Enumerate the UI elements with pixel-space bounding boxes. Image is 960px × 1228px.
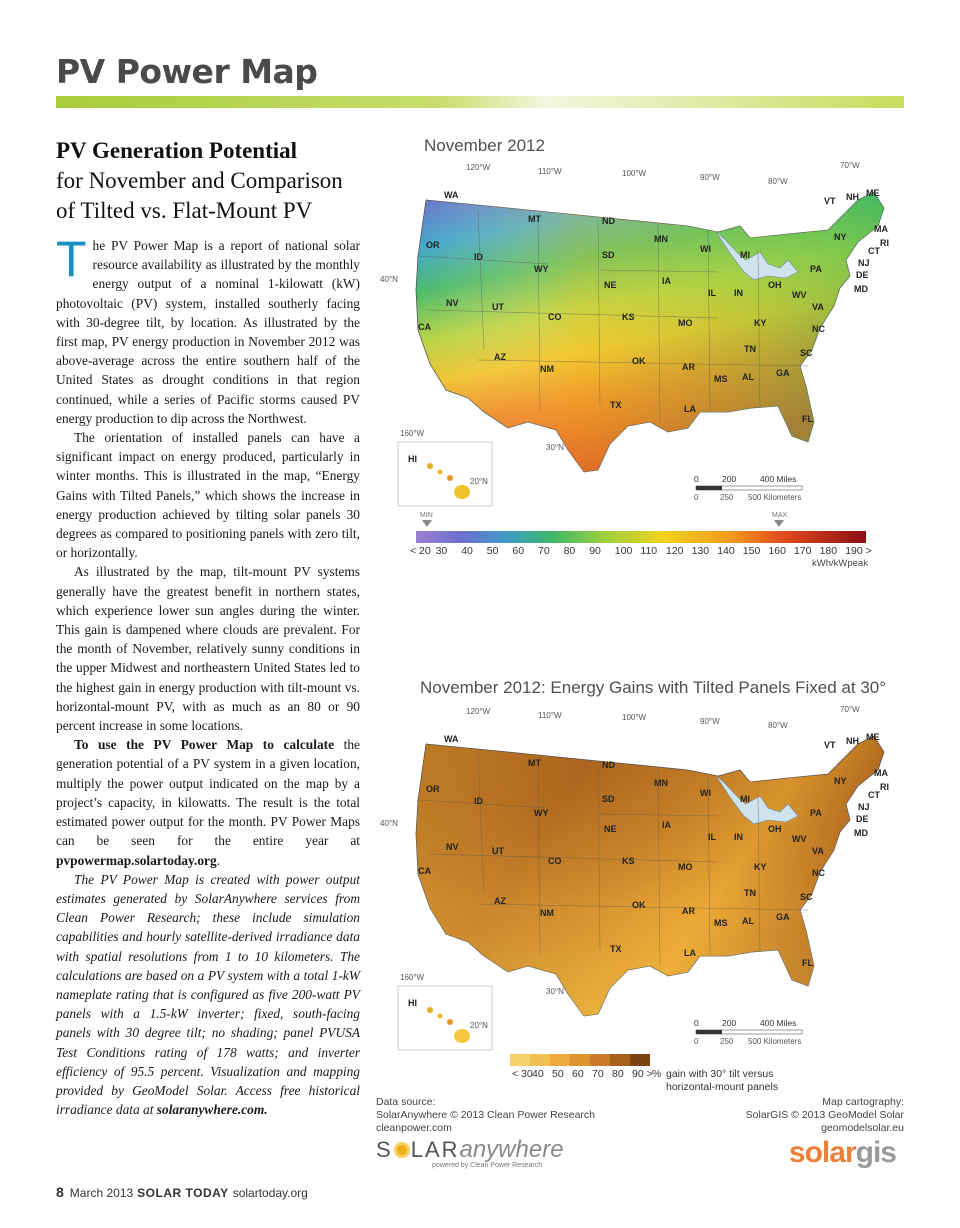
map1-state-fl: FL	[802, 414, 813, 424]
map2-state-wi: WI	[700, 788, 711, 798]
map1-legend-value: 70	[538, 545, 550, 557]
map1-scale-km-250: 250	[720, 493, 734, 502]
map2-state-ma: MA	[874, 768, 888, 778]
map2-state-ct: CT	[868, 790, 880, 800]
headline	[56, 136, 360, 226]
article	[56, 136, 360, 1119]
map2-state-fl: FL	[802, 958, 813, 968]
page-footer	[56, 1184, 308, 1200]
map2-state-ri: RI	[880, 782, 889, 792]
map1-state-al: AL	[742, 372, 754, 382]
map1-state-ms: MS	[714, 374, 728, 384]
map1-hawaii	[398, 442, 492, 506]
map1-title: November 2012	[424, 136, 545, 155]
map2-legend-value: 50	[552, 1068, 564, 1080]
source-left-2: SolarAnywhere © 2013 Clean Power Research	[376, 1109, 596, 1121]
page-number: 8	[56, 1184, 64, 1200]
map1-state-co: CO	[548, 312, 562, 322]
article-body	[56, 231, 360, 1119]
map2-state-wv: WV	[792, 834, 807, 844]
source-right-2: SolarGIS © 2013 GeoModel Solar	[745, 1109, 904, 1121]
map1-state-ri: RI	[880, 238, 889, 248]
map2-state-az: AZ	[494, 896, 506, 906]
map1-state-ga: GA	[776, 368, 790, 378]
magazine-name: SOLAR TODAY	[137, 1186, 229, 1200]
map2-state-ut: UT	[492, 846, 504, 856]
map1-state-vt: VT	[824, 196, 836, 206]
source-right-3[interactable]: geomodelsolar.eu	[821, 1122, 904, 1134]
map1-state-mi: MI	[740, 250, 750, 260]
map1-legend-value: 130	[691, 545, 710, 557]
map2-lat20: 20°N	[470, 1021, 488, 1030]
map2-scale-km-250: 250	[720, 1037, 734, 1046]
map2-state-la: LA	[684, 948, 696, 958]
map1-state-tx: TX	[610, 400, 622, 410]
solaranywhere-link[interactable]: solaranywhere.com.	[156, 1102, 268, 1118]
map1-scale-mi-0: 0	[694, 474, 699, 484]
paragraph-4-end: .	[216, 852, 221, 868]
map2-state-me: ME	[866, 732, 880, 742]
map2-svg	[380, 704, 908, 1084]
map2-state-nm: NM	[540, 908, 554, 918]
map1-legend-value: 110	[640, 545, 658, 557]
map1-state-ma: MA	[874, 224, 888, 234]
map2-state-wa: WA	[444, 734, 459, 744]
paragraph-2: The orientation of installed panels can have a significant impact on energy produced, particularly in winter months. This is illustrated in the map, “Energy Gains with Tilted Panels,” which shows the increase in energy production achieved by tilting solar panels 30 degrees as compared to positioning panels with zero tilt, or horizontally.	[56, 430, 360, 561]
map2-lat40: 40°N	[380, 819, 398, 828]
map2-state-mo: MO	[678, 862, 693, 872]
solargis-logo	[789, 1136, 896, 1170]
map1-state-sd: SD	[602, 250, 615, 260]
map1-state-hi: HI	[408, 454, 417, 464]
source-left-3[interactable]: cleanpower.com	[376, 1122, 452, 1134]
map2-state-ia: IA	[662, 820, 671, 830]
map2-lon80: 80°W	[768, 721, 788, 730]
map2-state-vt: VT	[824, 740, 836, 750]
paragraph-1	[56, 231, 360, 428]
map2-state-ca: CA	[418, 866, 431, 876]
map2-state-tx: TX	[610, 944, 622, 954]
map2-state-oh: OH	[768, 824, 782, 834]
map1-state-tn: TN	[744, 344, 756, 354]
logo-sa-s: S	[376, 1137, 393, 1162]
map2-state-ga: GA	[776, 912, 790, 922]
paragraph-3: As illustrated by the map, tilt-mount PV systems generally have the greatest benefit in northern states, which experience lower sun angles during the winter. This gain is dampened where clouds are prevalent. For the month of November, relatively sunny conditions in the upper Midwest and northeastern United States led to the highest gain in energy production with tilt-mount vs. horizontal-mount PV, with as much as an 80 or 90 percent increase in some locations.	[56, 564, 360, 734]
logo-gis-gis: gis	[855, 1136, 896, 1169]
map2-state-va: VA	[812, 846, 824, 856]
map1-state-wy: WY	[534, 264, 549, 274]
map2-legend-value: 40	[532, 1068, 544, 1080]
map1-legend-value: 150	[742, 545, 761, 557]
map1-state-ny: NY	[834, 232, 847, 242]
map1-state-me: ME	[866, 188, 880, 198]
map2-scale-mi-0: 0	[694, 1018, 699, 1028]
map1-legend-value: 140	[717, 545, 735, 557]
map1-state-nv: NV	[446, 298, 459, 308]
map1-lon90: 90°W	[700, 173, 720, 182]
map2-legend-caption-2: horizontal-mount panels	[666, 1081, 779, 1093]
map1-lon100: 100°W	[622, 169, 647, 178]
map1-state-nh: NH	[846, 192, 859, 202]
map2-state-sd: SD	[602, 794, 615, 804]
map1-lat20: 20°N	[470, 477, 488, 486]
map1-state-ut: UT	[492, 302, 504, 312]
map1-legend-unit: kWh/kWpeak	[812, 558, 868, 569]
map1-lon70: 70°W	[840, 161, 860, 170]
map1-scale-km-500: 500 Kilometers	[748, 493, 802, 502]
map1-state-va: VA	[812, 302, 824, 312]
page-title: PV Power Map	[56, 52, 318, 91]
map1-scale-bar	[694, 474, 802, 502]
sun-icon	[394, 1142, 410, 1158]
map2-lat30: 30°N	[546, 987, 564, 996]
map2-state-ky: KY	[754, 862, 767, 872]
map1-state-wa: WA	[444, 190, 459, 200]
logo-sa-lar: LAR	[410, 1137, 460, 1162]
map1-state-wi: WI	[700, 244, 711, 254]
paragraph-5-text: The PV Power Map is created with power output estimates generated by SolarAnywhere services from Clean Power Research; these include simulation capabilities and hourly satellite-derived irradiance data with spatial resolutions from 1 to 10 kilometers. The calculations are based on a PV system with a total 1-kW nameplate rating that is configured as five 200-watt PV panels with a 1.5-kW inverter; fixed, south-facing panels with 30 degree tilt; no shading; panel PVUSA Test Conditions rating of 178 watts; and inverter efficiency of 95.5 percent. Visualization and mapping provided by GeoModel Solar. Access free historical irradiance data at	[56, 871, 360, 1118]
map1-legend-value: 160	[768, 545, 786, 557]
map1-legend-value: 100	[614, 545, 633, 557]
map1-state-ky: KY	[754, 318, 767, 328]
header-rule	[56, 96, 904, 108]
map1-state-ia: IA	[662, 276, 671, 286]
paragraph-4-lead: To use the PV Power Map to calculate	[74, 737, 335, 753]
map1-state-or: OR	[426, 240, 440, 250]
map2-state-nv: NV	[446, 842, 459, 852]
map2-lon100: 100°W	[622, 713, 647, 722]
map1-state-id: ID	[474, 252, 483, 262]
map2-scale-km-500: 500 Kilometers	[748, 1037, 802, 1046]
map1-state-pa: PA	[810, 264, 822, 274]
pvpowermap-link[interactable]: pvpowermap.solartoday.org	[56, 852, 217, 868]
map1-state-sc: SC	[800, 348, 813, 358]
map2-lon110: 110°W	[538, 711, 562, 720]
map2-state-mn: MN	[654, 778, 668, 788]
map1-lat40: 40°N	[380, 275, 398, 284]
site-link[interactable]: solartoday.org	[232, 1186, 308, 1200]
map1-state-nm: NM	[540, 364, 554, 374]
map1-legend-bar	[416, 531, 866, 543]
map2-legend-value: 90 >	[632, 1068, 653, 1080]
map1-legend-value: 180	[819, 545, 838, 557]
map1-max-marker	[774, 520, 784, 527]
map1-scale-km-0: 0	[694, 493, 699, 502]
map1-state-mt: MT	[528, 214, 541, 224]
map1-state-az: AZ	[494, 352, 506, 362]
map2-lon120: 120°W	[466, 707, 491, 716]
map2-state-nh: NH	[846, 736, 859, 746]
map2-state-nc: NC	[812, 868, 825, 878]
map2-state-ok: OK	[632, 900, 646, 910]
map2-state-sc: SC	[800, 892, 813, 902]
map2-state-pa: PA	[810, 808, 822, 818]
map2-state-id: ID	[474, 796, 483, 806]
map1-state-ct: CT	[868, 246, 880, 256]
map2-legend-value: 70	[592, 1068, 604, 1080]
issue-date: March 2013	[69, 1186, 134, 1200]
map2-state-in: IN	[734, 832, 743, 842]
map1-state-mn: MN	[654, 234, 668, 244]
paragraph-4	[56, 735, 360, 869]
map2-state-al: AL	[742, 916, 754, 926]
map2-legend-value: 80	[612, 1068, 624, 1080]
map2-block	[380, 678, 908, 1096]
map2-state-ny: NY	[834, 776, 847, 786]
map2-state-or: OR	[426, 784, 440, 794]
map1-legend-value: 40	[461, 545, 473, 557]
source-left	[376, 1096, 595, 1135]
map1-state-nd: ND	[602, 216, 615, 226]
map2-state-ks: KS	[622, 856, 635, 866]
map2-title: November 2012: Energy Gains with Tilted Panels Fixed at 30°	[420, 678, 887, 697]
map1-legend-value: 90	[589, 545, 601, 557]
map2-legend-value: 60	[572, 1068, 584, 1080]
map2-scale-bar	[694, 1018, 802, 1046]
map1-lon80: 80°W	[768, 177, 788, 186]
solaranywhere-sub: powered by Clean Power Research	[432, 1162, 543, 1169]
map1-legend-value: < 20	[410, 545, 431, 557]
logo-gis-solar: solar	[788, 1136, 856, 1169]
map2-legend-caption-1: gain with 30° tilt versus	[666, 1068, 774, 1080]
map1-state-nj: NJ	[858, 258, 870, 268]
map2-state-tn: TN	[744, 888, 756, 898]
map1-state-il: IL	[708, 288, 716, 298]
map1-state-de: DE	[856, 270, 869, 280]
map2-legend-bar	[510, 1054, 650, 1066]
map2-state-mi: MI	[740, 794, 750, 804]
map2-lon90: 90°W	[700, 717, 720, 726]
map2-scale-mi-200: 200	[722, 1018, 737, 1028]
headline-lead: PV Generation Potential	[56, 138, 298, 163]
map1-lon160: 160°W	[400, 429, 425, 438]
solaranywhere-logo	[376, 1136, 564, 1164]
map1-state-ok: OK	[632, 356, 646, 366]
map1-min-marker	[422, 520, 432, 527]
source-right-1: Map cartography:	[822, 1096, 904, 1108]
map1-state-mo: MO	[678, 318, 693, 328]
paragraph-5	[56, 870, 360, 1120]
map2-legend-pct: %	[652, 1068, 662, 1080]
map2-state-nd: ND	[602, 760, 615, 770]
map1-state-ca: CA	[418, 322, 431, 332]
map1-scale-mi-400: 400 Miles	[760, 474, 797, 484]
map2-lon70: 70°W	[840, 705, 860, 714]
map1-lon120: 120°W	[466, 163, 491, 172]
map2-state-mt: MT	[528, 758, 541, 768]
map1-state-md: MD	[854, 284, 868, 294]
map2-hawaii	[398, 986, 492, 1050]
map2-state-md: MD	[854, 828, 868, 838]
map1-state-in: IN	[734, 288, 743, 298]
map2-scale-km-0: 0	[694, 1037, 699, 1046]
map2-state-il: IL	[708, 832, 716, 842]
headline-rest: for November and Comparison of Tilted vs. Flat-Mount PV	[56, 168, 343, 223]
map2-scale-mi-400: 400 Miles	[760, 1018, 797, 1028]
map1-state-wv: WV	[792, 290, 807, 300]
map2-state-ne: NE	[604, 824, 617, 834]
map1-state-nc: NC	[812, 324, 825, 334]
map1-lat30: 30°N	[546, 443, 564, 452]
source-left-1: Data source:	[376, 1096, 436, 1108]
logo-sa-anywhere: anywhere	[459, 1136, 564, 1163]
map1-legend-value: 50	[486, 545, 499, 557]
map1-state-la: LA	[684, 404, 696, 414]
map2-state-wy: WY	[534, 808, 549, 818]
map2-state-nj: NJ	[858, 802, 870, 812]
map1-max-label: MAX	[772, 512, 788, 519]
map2-lon160: 160°W	[400, 973, 425, 982]
map2-legend-value: < 30	[512, 1068, 533, 1080]
map1-state-ne: NE	[604, 280, 617, 290]
drop-cap: T	[56, 231, 87, 287]
map1-state-ar: AR	[682, 362, 695, 372]
map2-state-ar: AR	[682, 906, 695, 916]
map1-legend-value: 190 >	[845, 545, 872, 557]
map1-state-oh: OH	[768, 280, 782, 290]
map1-legend-value: 170	[794, 545, 812, 557]
paragraph-1-text: he PV Power Map is a report of national solar resource availability as illustrated by the monthly energy output of a nominal 1-kilowatt (kW) photovoltaic (PV) system, installed southerly facing with 30-degree tilt, by location. As illustrated by the first map, PV energy production in November 2012 was above-average across the entire southern half of the United States as drought conditions in that region continued, while a series of Pacific storms caused PV energy production to dip across the Northwest.	[56, 238, 360, 426]
map1-state-ks: KS	[622, 312, 635, 322]
map1-legend-value: 30	[435, 545, 448, 557]
map1-min-label: MIN	[420, 512, 433, 519]
map1-legend-value: 80	[563, 545, 576, 557]
source-right	[746, 1096, 904, 1135]
map1-legend-value: 60	[512, 545, 525, 557]
map1-scale-mi-200: 200	[722, 474, 737, 484]
map2-state-co: CO	[548, 856, 562, 866]
map2-state-ms: MS	[714, 918, 728, 928]
map2-state-de: DE	[856, 814, 869, 824]
paragraph-4-text: the generation potential of a PV system in a given location, multiply the power output indicated on the map by a project’s capacity, in kilowatts. The result is the total estimated power output for the month. PV Power Maps can be seen for the entire year at	[56, 737, 360, 849]
map2-state-hi: HI	[408, 998, 417, 1008]
map1-lon110: 110°W	[538, 167, 562, 176]
map1-legend-value: 120	[666, 545, 684, 557]
map1-block	[380, 136, 908, 576]
